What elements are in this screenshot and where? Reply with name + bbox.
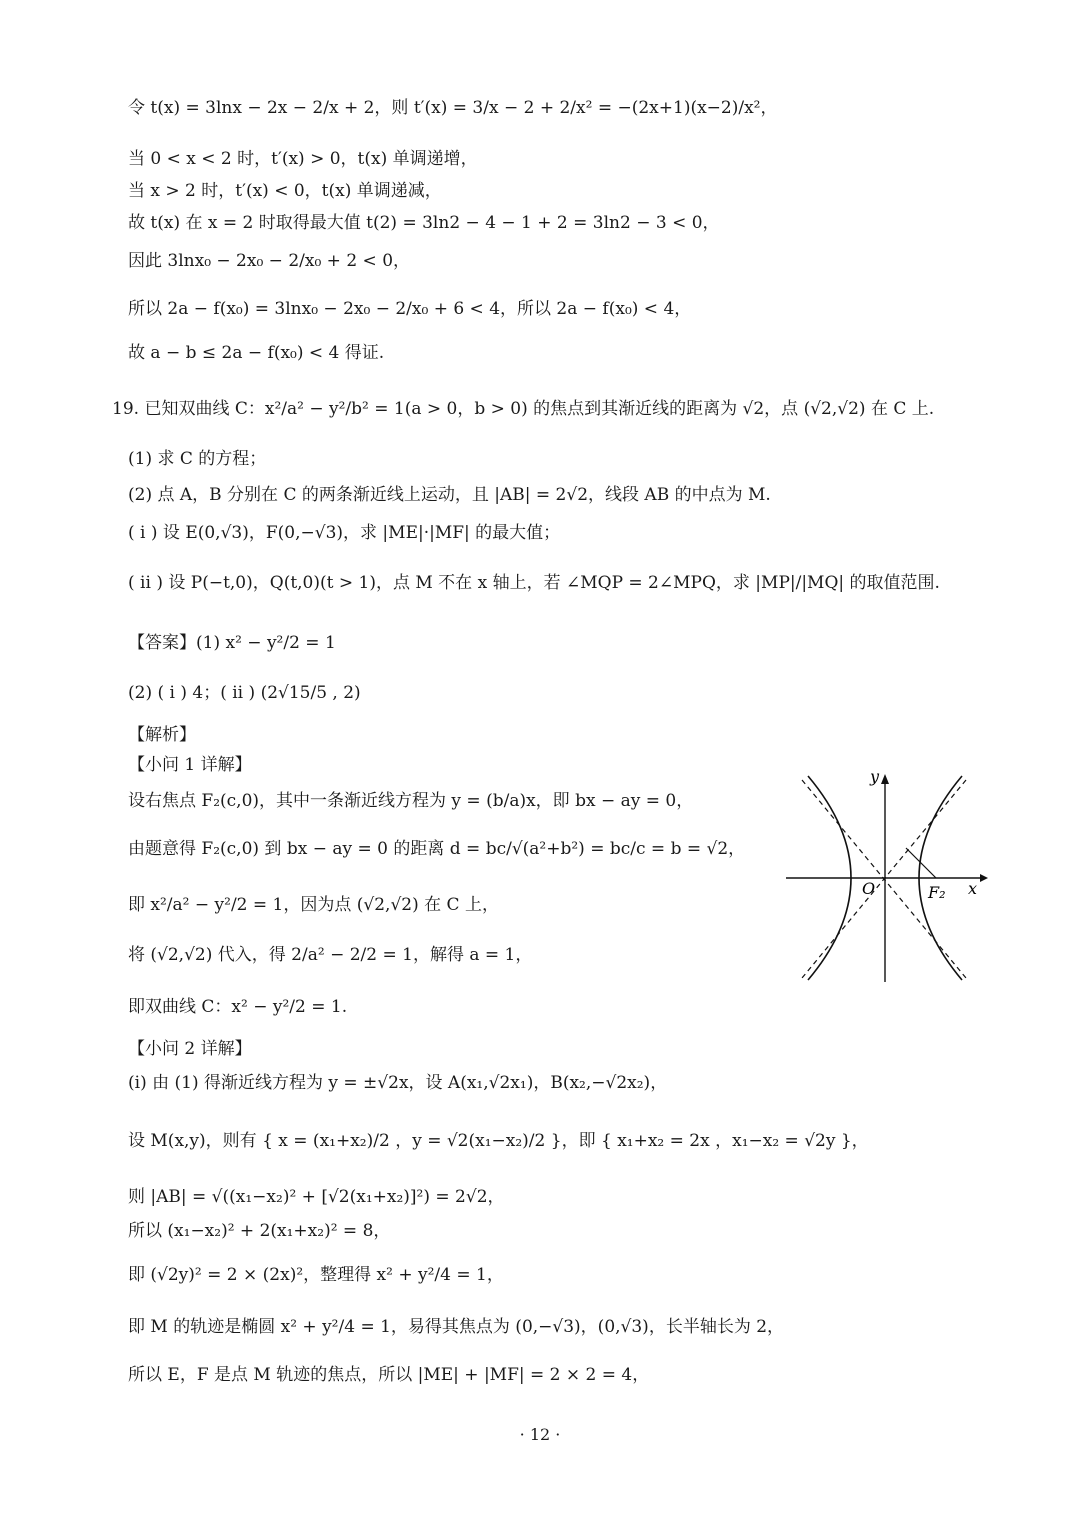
part2-line-1: (i) 由 (1) 得渐近线方程为 y = ±√2x，设 A(x₁,√2x₁)，B(x₂,−√2x₂)， <box>128 1073 668 1093</box>
x-axis-arrow <box>980 874 988 882</box>
origin-label: O <box>862 879 876 898</box>
text-line-1: 令 t(x) = 3lnx − 2x − 2/x + 2，则 t′(x) = 3/x − 2 + 2/x² = −(2x+1)(x−2)/x²， <box>128 98 778 118</box>
problem-q2-ii: ( ii ) 设 P(−t,0)，Q(t,0)(t > 1)，点 M 不在 x 轴上，若 ∠MQP = 2∠MPQ，求 |MP|/|MQ| 的取值范围. <box>128 573 940 593</box>
page-number: · 12 · <box>519 1425 561 1444</box>
part2-title: 【小问 2 详解】 <box>128 1039 252 1059</box>
problem-q2-i: ( i ) 设 E(0,√3)，F(0,−√3)，求 |ME|·|MF| 的最大值； <box>128 523 561 543</box>
text-line-4: 故 t(x) 在 x = 2 时取得最大值 t(2) = 3ln2 − 4 − 1 + 2 = 3ln2 − 3 < 0， <box>128 213 720 233</box>
part1-title: 【小问 1 详解】 <box>128 755 252 775</box>
part2-line-7: 所以 E，F 是点 M 轨迹的焦点，所以 |ME| + |MF| = 2 × 2 = 4， <box>128 1365 650 1385</box>
problem-stem: 19. 已知双曲线 C：x²/a² − y²/b² = 1(a > 0，b > 0) 的焦点到其渐近线的距离为 √2，点 (√2,√2) 在 C 上. <box>112 399 935 419</box>
part1-line-2: 由题意得 F₂(c,0) 到 bx − ay = 0 的距离 d = bc/√(a²+b²) = bc/c = b = √2， <box>128 839 746 859</box>
part2-line-4: 所以 (x₁−x₂)² + 2(x₁+x₂)² = 8， <box>128 1221 391 1241</box>
part1-line-5: 即双曲线 C：x² − y²/2 = 1. <box>128 997 348 1017</box>
problem-q2: (2) 点 A，B 分别在 C 的两条渐近线上运动，且 |AB| = 2√2，线段 AB 的中点为 M. <box>128 485 771 505</box>
text-line-5: 因此 3lnx₀ − 2x₀ − 2/x₀ + 2 < 0， <box>128 251 411 271</box>
part2-line-3: 则 |AB| = √((x₁−x₂)² + [√2(x₁+x₂)]²) = 2√2， <box>128 1187 505 1207</box>
text-line-6: 所以 2a − f(x₀) = 3lnx₀ − 2x₀ − 2/x₀ + 6 < 4，所以 2a − f(x₀) < 4， <box>128 299 692 319</box>
part1-line-4: 将 (√2,√2) 代入，得 2/a² − 2/2 = 1，解得 a = 1， <box>128 945 533 965</box>
hyperbola-figure <box>782 768 992 990</box>
part2-line-6: 即 M 的轨迹是椭圆 x² + y²/4 = 1，易得其焦点为 (0,−√3)，(0,√3)，长半轴长为 2， <box>128 1317 785 1337</box>
answer-1: 【答案】(1) x² − y²/2 = 1 <box>128 633 336 653</box>
x-label: x <box>968 879 978 898</box>
text-line-3: 当 x > 2 时，t′(x) < 0，t(x) 单调递减， <box>128 181 442 201</box>
text-line-2: 当 0 < x < 2 时，t′(x) > 0，t(x) 单调递增， <box>128 149 478 169</box>
part1-line-1: 设右焦点 F₂(c,0)，其中一条渐近线方程为 y = (b/a)x，即 bx − ay = 0， <box>128 791 694 811</box>
answer-2: (2) ( i ) 4；( ii ) (2√15/5 , 2) <box>128 683 361 703</box>
focus-label: F₂ <box>928 883 946 902</box>
analysis-title: 【解析】 <box>128 725 196 745</box>
y-axis-arrow <box>881 774 889 784</box>
part2-line-5: 即 (√2y)² = 2 × (2x)²，整理得 x² + y²/4 = 1， <box>128 1265 504 1285</box>
text-line-7: 故 a − b ≤ 2a − f(x₀) < 4 得证. <box>128 343 385 363</box>
problem-q1: (1) 求 C 的方程； <box>128 449 267 469</box>
part1-line-3: 即 x²/a² − y²/2 = 1，因为点 (√2,√2) 在 C 上， <box>128 895 499 915</box>
y-label: y <box>870 768 880 786</box>
part2-line-2: 设 M(x,y)，则有 { x = (x₁+x₂)/2 ，y = √2(x₁−x₂)/2 }，即 { x₁+x₂ = 2x ，x₁−x₂ = √2y }， <box>128 1131 869 1151</box>
